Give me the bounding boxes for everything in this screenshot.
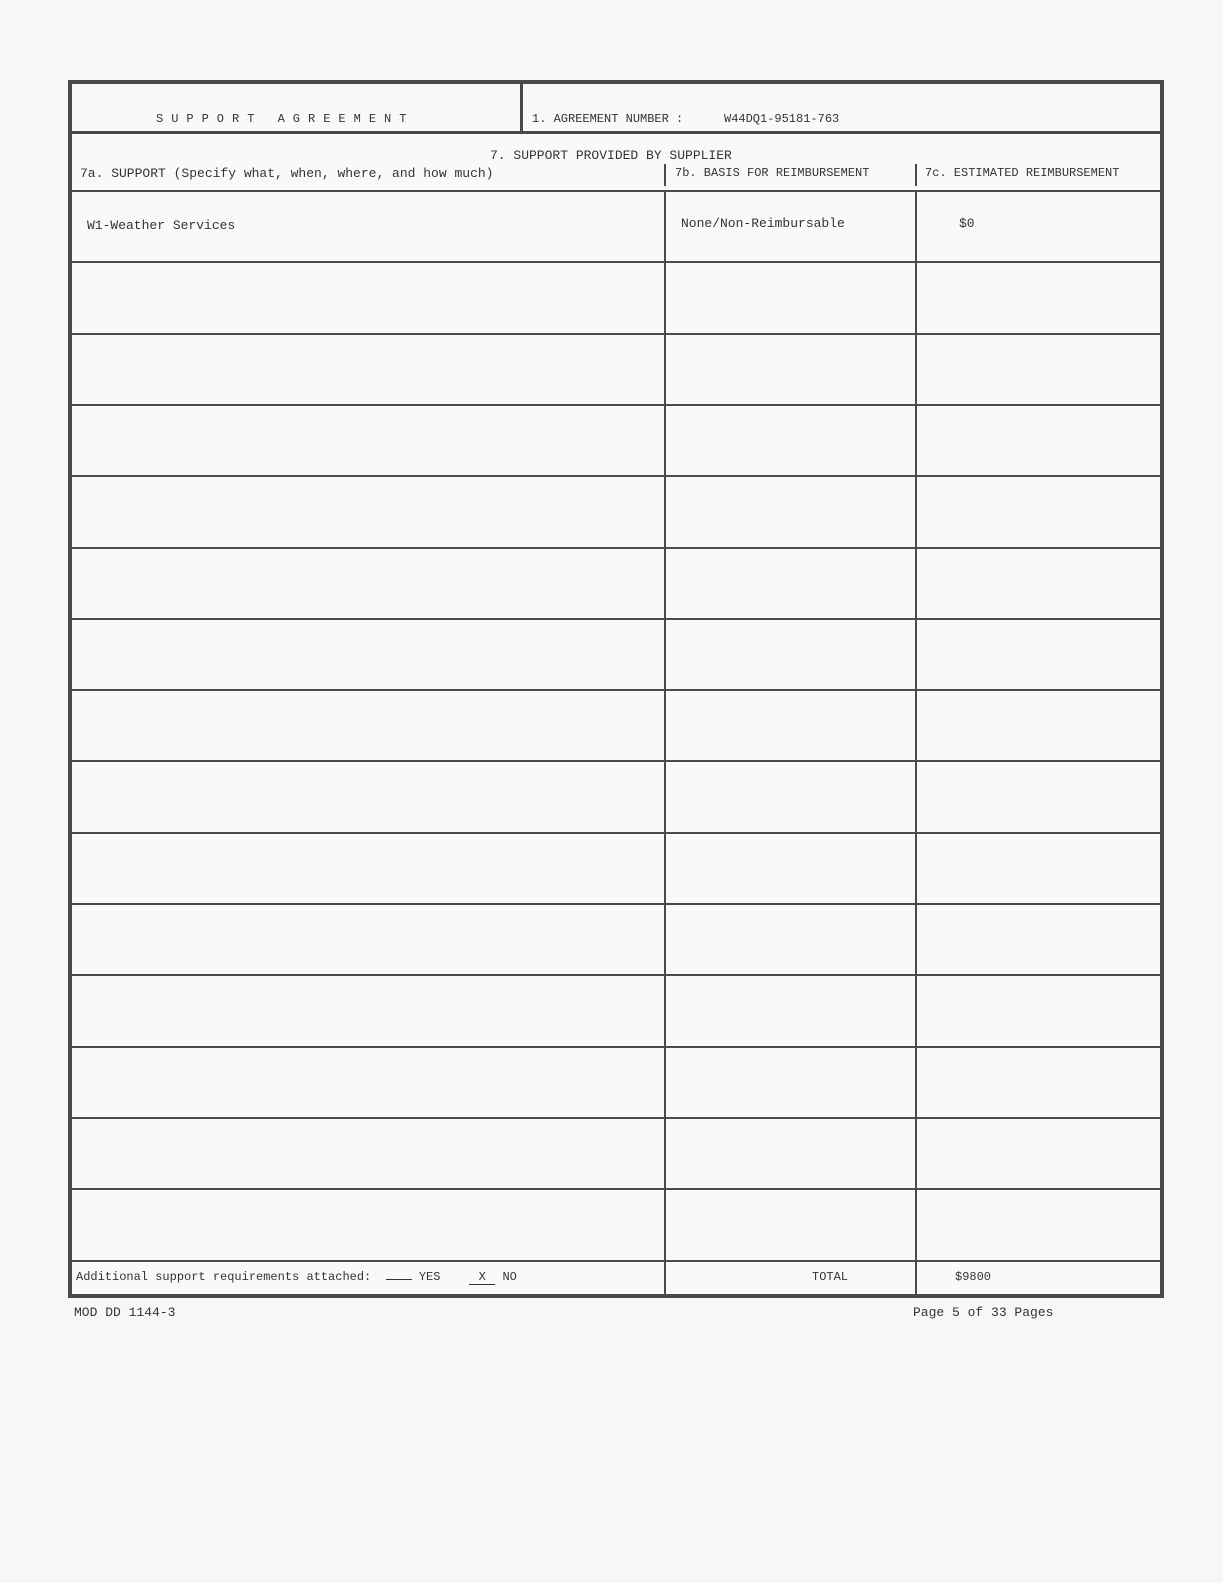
form-title: SUPPORT AGREEMENT [156,112,415,126]
additional-requirements-label: Additional support requirements attached: [76,1270,372,1284]
table-row [72,974,1160,1045]
form-identifier: MOD DD 1144-3 [74,1305,176,1320]
table-row [72,261,1160,332]
column-header-estimate: 7c. ESTIMATED REIMBURSEMENT [925,166,1120,180]
table-row [72,760,1160,831]
support-agreement-form [68,80,1164,1298]
total-label: TOTAL [812,1270,849,1284]
no-checkbox[interactable]: X [469,1270,495,1285]
yes-label: YES [418,1270,441,1284]
table-row [72,1188,1160,1259]
support-cell: W1-Weather Services [87,218,236,233]
table-row [72,547,1160,618]
page-number: Page 5 of 33 Pages [913,1305,1054,1320]
agreement-number-label: 1. AGREEMENT NUMBER : [532,112,684,126]
total-value: $9800 [955,1270,992,1284]
support-table [72,190,1160,1296]
column-header-divider [915,164,917,186]
table-row [72,832,1160,903]
no-label: NO [502,1270,517,1284]
table-row [72,1117,1160,1188]
estimate-cell: $0 [959,216,975,231]
column-divider [664,190,666,1296]
table-row [72,689,1160,760]
yes-checkbox[interactable] [386,1279,412,1280]
column-header-basis: 7b. BASIS FOR REIMBURSEMENT [675,166,870,180]
basis-cell: None/Non-Reimbursable [681,216,845,231]
table-row [72,618,1160,689]
table-row [72,903,1160,974]
additional-requirements [76,1270,517,1285]
column-divider [915,190,917,1296]
totals-row [72,1260,1160,1296]
section-title: 7. SUPPORT PROVIDED BY SUPPLIER [490,148,732,163]
table-row [72,190,1160,261]
table-row [72,475,1160,546]
form-title-cell [72,84,523,131]
column-header-divider [664,164,666,186]
agreement-number-value: W44DQ1-95181-763 [724,112,840,126]
table-row [72,404,1160,475]
table-row [72,333,1160,404]
table-row [72,1046,1160,1117]
form-header [72,84,1160,134]
column-header-support: 7a. SUPPORT (Specify what, when, where, and how much) [80,166,494,181]
